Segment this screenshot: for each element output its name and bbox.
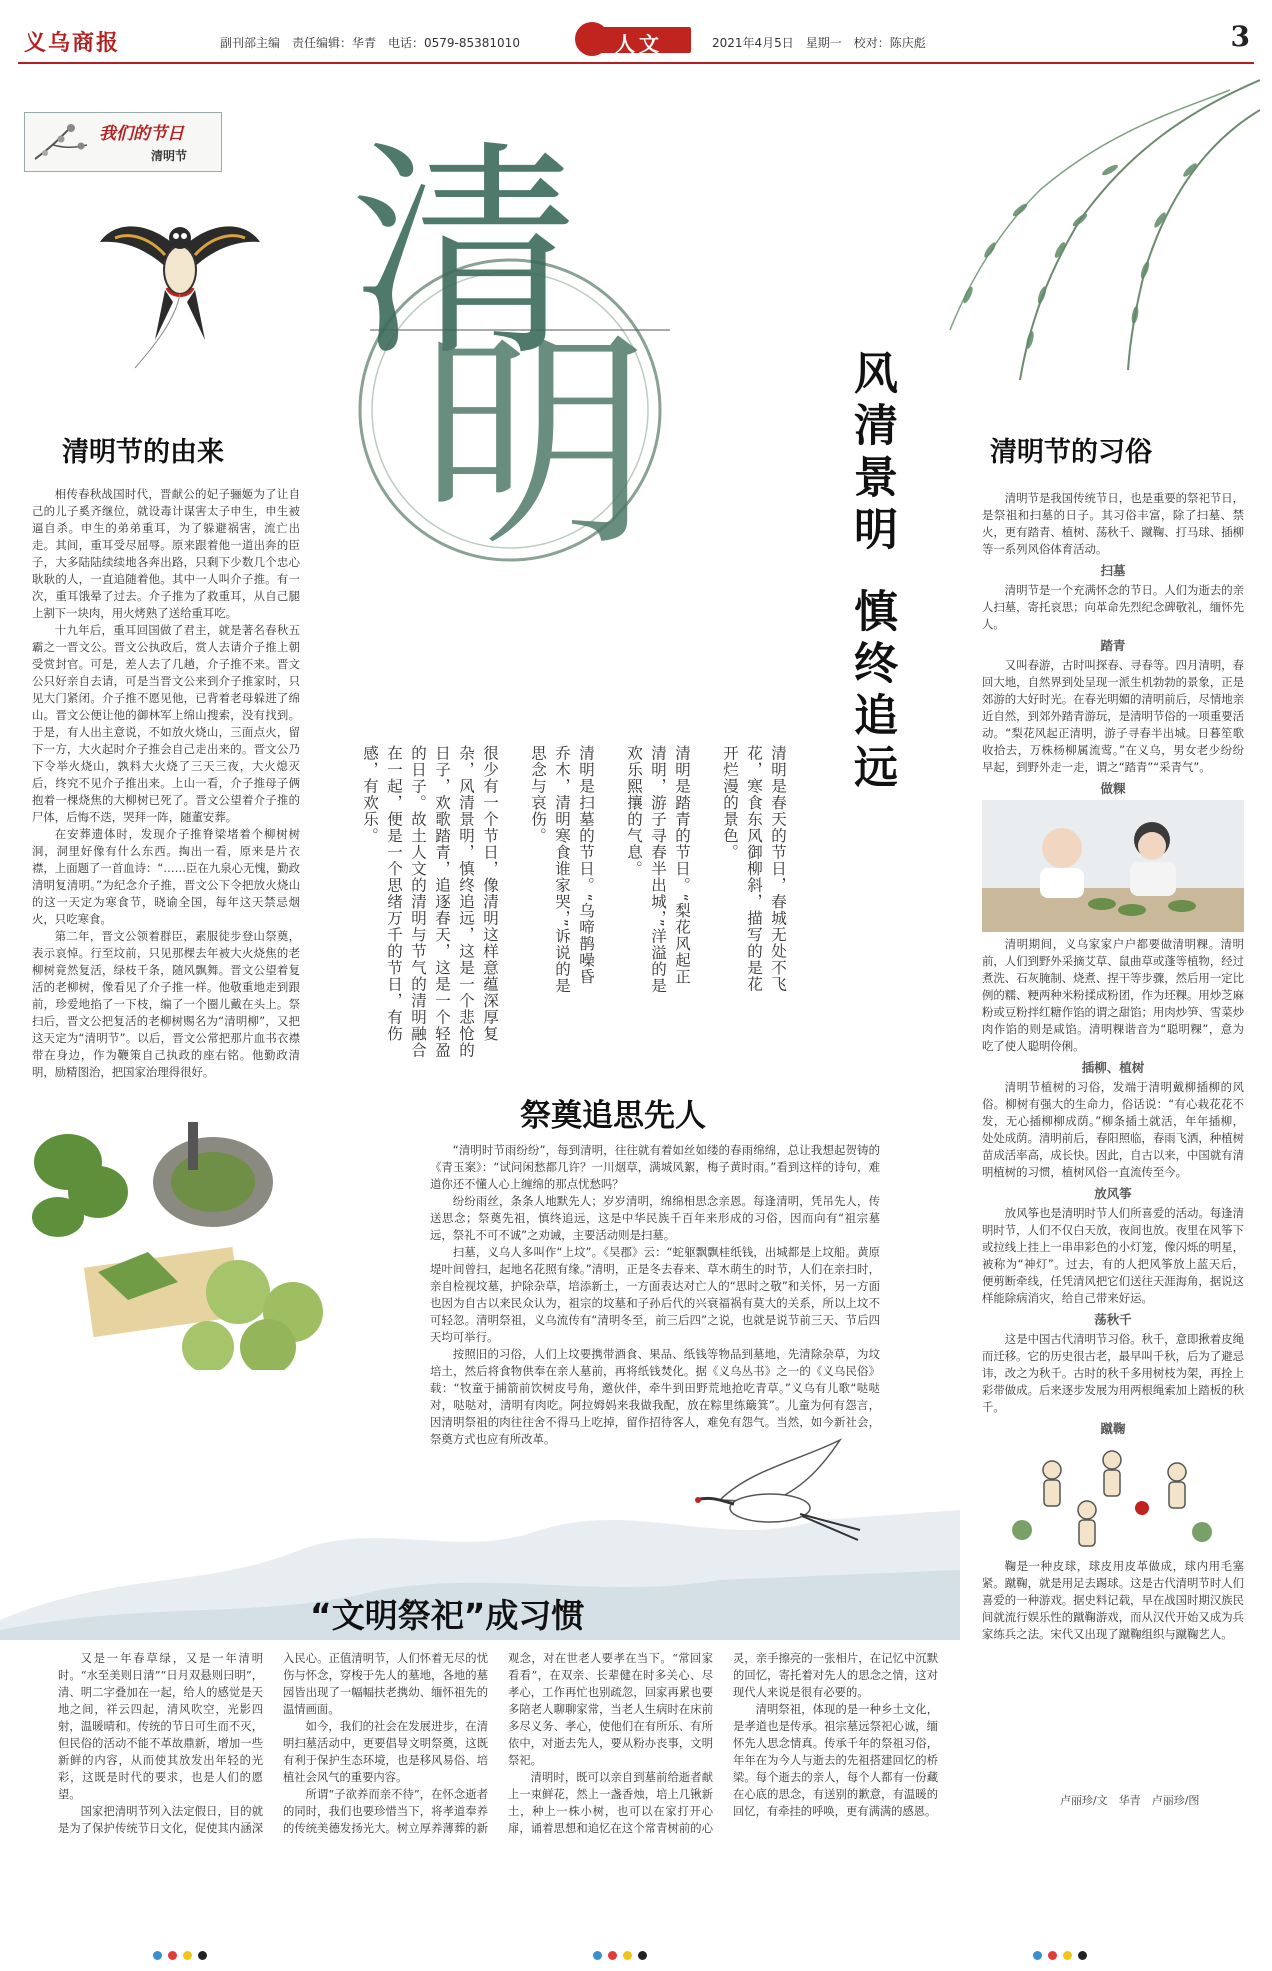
- color-dot: [1048, 1951, 1057, 1960]
- origin-article: [32, 486, 300, 1081]
- origin-paragraph: 在安葬遗体时，发现介子推脊梁堵着个柳树树洞，洞里好像有什么东西。掏出一看，原来是片衣襟，上面题了一首血诗：“……臣在九泉心无愧，勤政清明复清明。”为纪念介子推，晋文公下令把放火烧山的这一天定为寒食节，晓谕全国，每年这天禁忌烟火，只吃寒食。: [32, 827, 300, 926]
- illustration-cuju-players: [982, 1440, 1244, 1558]
- color-dot: [183, 1951, 192, 1960]
- worship-paragraph: 纷纷雨丝，条条人地默先人；岁岁清明，绵绵相思念亲恩。每逢清明，凭吊先人，传送思念；祭奠先祖，慎终追远，这是中华民族千百年来形成的习俗，因而向有“祖宗墓远，祭礼不可不诚”之劝诫，主要活动则是扫墓。: [430, 1194, 880, 1242]
- civil-paragraph: 清明时，既可以亲自到墓前给逝者献上一束鲜花，然上一盏香烛，培上几锹新土，种上一株小树，也可以在家打开心扉，诵着思想和追忆在这个常青树前的心灵，亲手擦亮的一张相片，在记忆中沉默的回忆，寄托着对先人的思念之情，这对现代人来说是很有必要的。: [508, 1652, 938, 1835]
- poem-column: 清明是扫墓的节日。“乌啼鹊噪昏乔木，清明寒食谁家哭，”诉说的是思念与哀伤。: [529, 745, 595, 994]
- origin-title: 清明节的由来: [62, 437, 224, 468]
- date-info: 2021年4月5日 星期一 校对：陈庆彪: [712, 36, 926, 50]
- crane-illustration: [690, 1430, 870, 1550]
- festival-badge: [24, 112, 222, 172]
- festival-badge-name: 清明节: [151, 149, 188, 163]
- custom-text: 鞠是一种皮球，球皮用皮革做成，球内用毛塞紧。蹴鞠，就是用足去踢球。这是古代清明节时人们喜爱的一种游戏。据史料记载，早在战国时期汉族民间就流行娱乐性的蹴鞠游戏，而从汉代开始又成为兵家练兵之法。宋代又出现了蹴鞠组织与蹴鞠艺人。: [982, 1559, 1244, 1641]
- civil-paragraph: 所谓“子欲养而亲不待”，在怀念逝者的同时，我们也要珍惜当下，将孝道奉养的传统美德发扬光大。树立厚养薄葬的新观念，对在世老人要孝在当下。“常回家看看”，在双亲、长辈健在时多关心、尽孝心，工作再忙也别疏忽，回家再累也要多陪老人聊聊家常，当老人生病时在床前多尽义务、孝心，使他们在有所乐、有所依中，对逝去先人，要从粉办丧事，文明祭祀。: [283, 1652, 713, 1835]
- color-dot: [168, 1951, 177, 1960]
- worship-paragraph: 扫墓，义乌人多叫作“上坟”。《吴郡》云：“蛇躯飘飘桂纸钱，出城都是上坟船。黄原堤叶间曾扫，起地名花照有缘。”清明，正是冬去春来、草木萌生的时节，人们在亲扫时，亲自检视坟墓，护除杂草，培添新土，一方面表达对亡人的“思时之敬”和关怀，另一方面也因为自古以来民众认为，祖宗的坟墓和子孙后代的兴衰福祸有莫大的关系，所以上坟不可轻忽。清明祭祖，义乌流传有“清明冬至，前三后四”之说，也就是说节前三天、节后四天均可举行。: [430, 1245, 880, 1344]
- poem-column: 很少有一个节日，像清明这样意蕴深厚复杂，风清景明，慎终追远，这是一个悲怆的日子，欢歌踏青，追逐春天，这是一个轻盈的日子。故土人文的清明与节气的清明融合在一起，便是一个思绪万千的节日，有伤感，有欢乐。: [361, 745, 499, 1059]
- customs-title: 清明节的习俗: [990, 437, 1152, 468]
- poem-column: 清明是春天的节日，春城无处不飞花，寒食东风御柳斜，描写的是花开烂漫的景色。: [721, 745, 787, 993]
- header-rule: [18, 62, 1254, 64]
- customs-intro: 清明节是我国传统节日，也是重要的祭祀节日，是祭祖和扫墓的日子。其习俗丰富，除了扫墓、禁火，更有踏青、植树、荡秋千、蹴鞠、打马球、插柳等一系列风俗体育活动。: [982, 491, 1245, 556]
- color-dot: [593, 1951, 602, 1960]
- worship-paragraph: “清明时节雨纷纷”，每到清明，往往就有着如丝如缕的春雨绵绵，总让我想起贺铸的《青玉案》：“试问闲愁都几许？一川烟草，满城风絮，梅子黄时雨。”看到这样的诗句，难道你还不懂人心上缠绵的那点忧愁吗？: [430, 1143, 880, 1191]
- color-dot: [608, 1951, 617, 1960]
- color-dot: [638, 1951, 647, 1960]
- civil-paragraph: 清明祭祖，体现的是一种乡土文化，是孝道也是传承。祖宗墓远祭祀心诚，缅怀先人思念情真。传承千年的祭祖习俗，年年在为今人与逝去的先祖搭建回忆的桥梁。每个逝去的亲人，每个人都有一份藏在心底的思念，有送别的歉意，有温暖的回忆，有牵挂的呼唤，更有满满的感恩。: [733, 1703, 938, 1818]
- masthead: 义乌商报: [24, 30, 121, 56]
- custom-text: 清明节植树的习俗，发端于清明戴柳插柳的风俗。柳树有强大的生命力，俗话说：“有心栽花花不发，无心插柳柳成荫。”柳条插土就活，年年插柳，处处成荫。清明前后，春阳照临，春雨飞洒，种植树苗成活率高，成长快。因此，自古以来，中国就有清明植树的习惯，植树风俗一直流传至今。: [982, 1080, 1244, 1179]
- poem-column: 清明是踏青的节日。“梨花风起正清明，游子寻春半出城，”洋溢的是欢乐熙攘的气息。: [625, 745, 691, 994]
- willow-branches-illustration: [930, 70, 1260, 390]
- hero-char-qing: 清: [350, 121, 581, 388]
- plum-blossom-icon: [31, 119, 93, 165]
- custom-heading: 蹴鞠: [1100, 1421, 1126, 1436]
- poem-columns: [361, 745, 790, 1085]
- civil-title: “文明祭祀”成习惯: [310, 1596, 585, 1635]
- custom-heading: 做粿: [1100, 781, 1126, 796]
- custom-text: 放风筝也是清明时节人们所喜爱的活动。每逢清明时节，人们不仅白天放，夜间也放。夜里在风筝下或拉线上挂上一串串彩色的小灯笼，像闪烁的明星，被称为“神灯”。过去，有的人把风筝放上蓝天后，便剪断牵线，任凭清风把它们送往天涯海角，据说这样能除病消灾，给自己带来好运。: [982, 1206, 1245, 1305]
- color-dot: [198, 1951, 207, 1960]
- worship-article: [430, 1142, 880, 1448]
- color-dot: [1063, 1951, 1072, 1960]
- color-dot: [623, 1951, 632, 1960]
- custom-heading: 扫墓: [1100, 563, 1126, 578]
- worship-paragraph: 按照旧的习俗，人们上坟要携带酒食、果品、纸钱等物品到墓地，先清除杂草，为坟培土，然后将食物供奉在亲人墓前，再将纸钱焚化。据《义乌丛书》之一的《义乌民俗》载：“牧童于捕箭前饮树皮号角，邀伙伴，牵牛到田野荒地抢吃青草。”义乌有儿歌“哒哒对，哒哒对，清明有肉吃。阿拉姆妈来我做我配，放在粽里练簸箕”。儿童为何有怨言，因清明祭祖的肉往往舍不得马上吃掉，留作招待客人，难免有怨气。当然，如今新社会，祭奠方式也应有所改革。: [430, 1347, 880, 1446]
- custom-text: 又叫春游，古时叫探春、寻春等。四月清明，春回大地，自然界到处呈现一派生机勃勃的景象，正是郊游的大好时光。在春光明媚的清明前后，尽情地亲近自然，到郊外踏青游玩，是清明节俗的一项重要活动。“梨花风起正清明，游子寻春半出城。日暮笙歌收拾去，万株杨柳属流莺。”在义乌，男女老少纷纷早起，到野外走一走，谓之“踏青”“采青气”。: [982, 658, 1245, 774]
- custom-text: 清明期间，义乌家家户户都要做清明粿。清明前，人们到野外采摘艾草、鼠曲草或蓬等植物，经过煮洗、石灰腌制、烧煮、捏干等步骤，然后用一定比例的糯、粳两种米粉揉成粉团，作为坯粿。用炒芝麻粉或豆粉拌红糖作馅的谓之甜馅；用肉炒笋、雪菜炒肉作馅的则是咸馅。清明粿谐音为“聪明粿”，意为吃了使人聪明伶俐。: [982, 937, 1244, 1053]
- civil-paragraph: 国家把清明节列入法定假日，目的就是为了保护传统节日文化，促使其内涵深入民心。正值清明节，人们怀着无尽的忧伤与怀念，穿梭于先人的墓地，各地的墓园皆出现了一幅幅扶老携幼、缅怀祖先的温情画面。: [58, 1652, 488, 1835]
- hero-slogan-1: 风清景明: [846, 350, 897, 558]
- custom-heading: 荡秋千: [1094, 1312, 1132, 1327]
- registration-dots-right: [1030, 1945, 1090, 1964]
- photo-making-qingming-cakes: [982, 800, 1244, 932]
- photo-credit: 卢丽珍/文 华青 卢丽珍/图: [1060, 1794, 1200, 1807]
- civil-paragraph: 如今，我们的社会在发展进步，在清明扫墓活动中，更要倡导文明祭奠，这既有利于保护生态环境，也是移风易俗、培植社会风气的重要内容。: [283, 1720, 488, 1784]
- origin-paragraph: 十九年后，重耳回国做了君主，就是著名春秋五霸之一晋文公。晋文公执政后，赏人去请介子推上朝受赏封官。可是，差人去了几趟，介子推不来。晋文公只好亲自去请，可是当晋文公来到介子推家时，只见大门紧闭。介子推不愿见他，已背着老母躲进了绵山。晋文公便让他的御林军上绵山搜索，没有找到。于是，有人出主意说，不如放火烧山，三面点火，留下一方，大火起时介子推会自己走出来的。晋文公乃下令举火烧山，孰料大火烧了三天三夜，大火熄灭后，终究不见介子推出来。上山一看，介子推母子俩抱着一棵烧焦的大柳树已死了。晋文公望着介子推的尸体，后悔不迭，哭拜一阵，随董安葬。: [32, 623, 300, 824]
- custom-text: 这是中国古代清明节习俗。秋千，意即揪着皮绳而迁移。它的历史很古老，最早叫千秋，后为了避忌讳，改之为秋千。古时的秋千多用树枝为架，再拴上彩带做成。后来逐步发展为用两根绳索加上踏板的秋千。: [982, 1332, 1245, 1414]
- qingming-cakes-illustration: [28, 1122, 328, 1370]
- custom-heading: 放风筝: [1094, 1186, 1132, 1201]
- origin-paragraph: 相传春秋战国时代，晋献公的妃子骊姬为了让自己的儿子奚齐继位，就设毒计谋害太子申生，申生被逼自杀。申生的弟弟重耳，为了躲避祸害，流亡出走。其间，重耳受尽屈辱。原来跟着他一道出奔的臣子，大多陆陆续续地各奔出路，只剩下少数几个忠心耿耿的人，一直追随着他。其中一人叫介子推。有一次，重耳饿晕了过去。介子推为了救重耳，从自己腿上割下一块肉，用火烤熟了送给重耳吃。: [32, 487, 300, 620]
- customs-article: [982, 490, 1244, 1643]
- color-dot: [153, 1951, 162, 1960]
- hero-char-ming: 明: [420, 311, 651, 578]
- festival-badge-title: 我们的节日: [99, 124, 184, 144]
- worship-title: 祭奠追思先人: [520, 1098, 706, 1134]
- editor-info: 副刊部主编 责任编辑：华青 电话：0579-85381010: [220, 36, 520, 50]
- section-label: 人文: [615, 32, 663, 56]
- color-dot: [1033, 1951, 1042, 1960]
- civil-article: [58, 1650, 938, 1910]
- hero-slogan-2: 慎终追远: [846, 588, 897, 796]
- page-number: 3: [1230, 20, 1250, 53]
- color-dot: [1078, 1951, 1087, 1960]
- registration-dots-center: [590, 1945, 650, 1964]
- custom-heading: 插柳、植树: [1081, 1060, 1145, 1075]
- origin-paragraph: 第二年，晋文公领着群臣，素服徒步登山祭奠，表示哀悼。行至坟前，只见那棵去年被大火烧焦的老柳树竟然复活，绿枝千条，随风飘舞。晋文公望着复活的老柳树，像看见了介子推一样。他敬重地走到跟前，珍爱地掐了一下枝，编了一个圈儿戴在头上。祭扫后，晋文公把复活的老柳树赐名为“清明柳”，又把这天定为“清明节”。以后，晋文公常把那片血书衣襟带在身边，作为鞭策自己执政的座右铭。他勤政清明，励精图治，把国家治理得很好。: [32, 929, 300, 1079]
- custom-text: 清明节是一个充满怀念的节日。人们为逝去的亲人扫墓，寄托哀思；向革命先烈纪念碑敬礼，缅怀先人。: [982, 583, 1245, 631]
- registration-dots-left: [150, 1945, 210, 1964]
- civil-paragraph: 又是一年春草绿，又是一年清明时。“水至美则日清”“日月双悬则曰明”，清、明二字叠加在一起，给人的感觉是天地之间，祥云四起，清风吹空，光影四射，温暖晴和。传统的节日可生而不灭，但民俗的活动不能不革故鼎新，增加一些新鲜的内容，从而使其放发出年轻的光彩，这既是时代的要求，也是人们的愿望。: [58, 1652, 263, 1801]
- swallow-kite-illustration: [95, 180, 265, 370]
- section-badge: [575, 22, 693, 56]
- custom-heading: 踏青: [1100, 638, 1126, 653]
